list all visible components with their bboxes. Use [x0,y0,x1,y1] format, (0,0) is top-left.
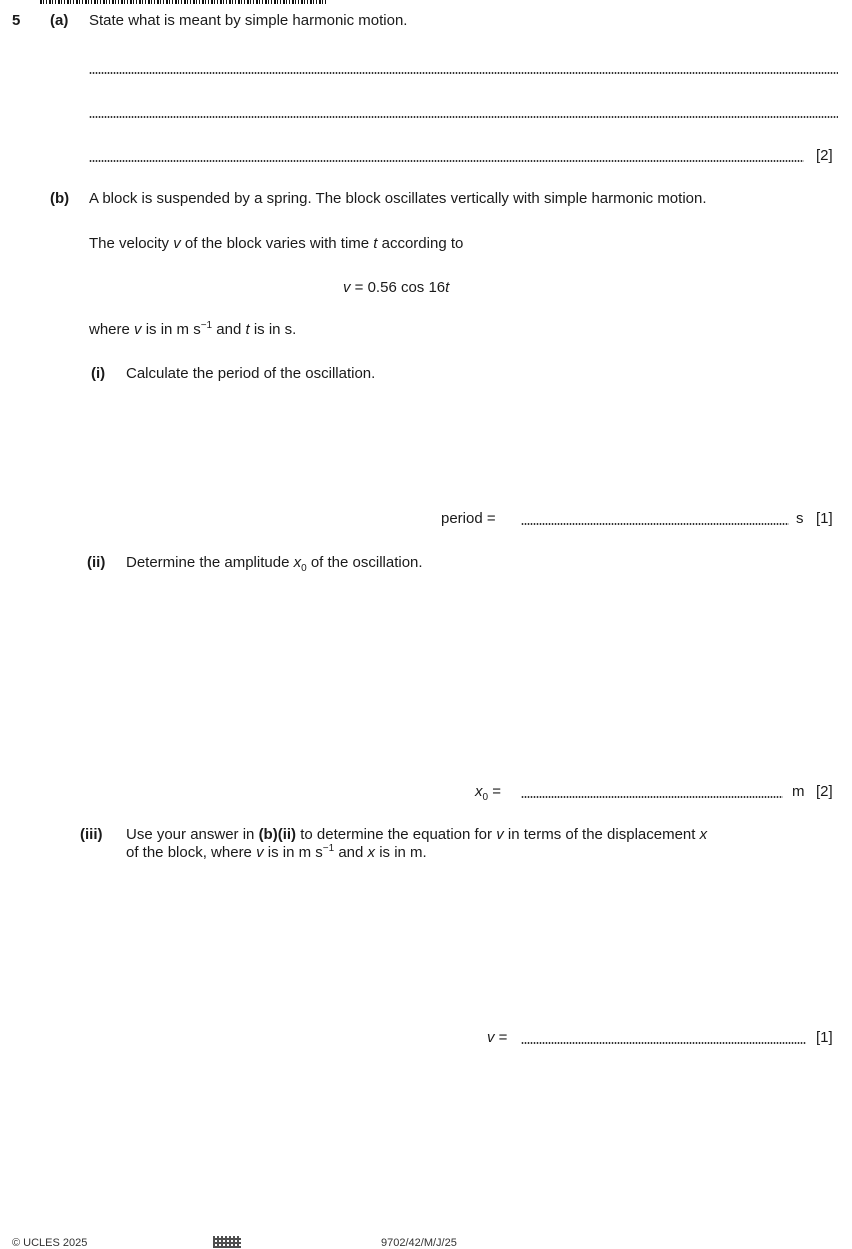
sub-i-prompt: Calculate the period of the oscillation. [126,365,376,382]
sub-iii-line1: Use your answer in (b)(ii) to determine the equation for v in terms of the displacement x [126,826,708,843]
part-a-marks: [2] [816,147,833,164]
answer-line-a3[interactable] [89,160,804,162]
velocity-answer-line[interactable] [521,1042,806,1044]
amplitude-unit: m [792,783,805,800]
sub-ii-marks: [2] [816,783,833,800]
part-b-label: (b) [50,190,70,207]
units-statement: where v is in m $s^{-1}$ and t is in s. [89,320,297,338]
sub-iii-marks: [1] [816,1029,833,1046]
part-a-label: (a) [50,12,69,29]
barcode [40,0,328,4]
part-b-intro: A block is suspended by a spring. The block oscillates vertically with simple harmonic motion. [89,190,707,207]
qr-code [213,1236,241,1248]
velocity-equation: v = 0.56 cos 16t [343,279,450,296]
sub-i-marks: [1] [816,510,833,527]
sub-ii-label: (ii) [87,554,106,571]
paper-code: 9702/42/M/J/25 [381,1237,457,1249]
part-a-prompt: State what is meant by simple harmonic motion. [89,12,408,29]
velocity-description: The velocity v of the block varies with time t according to [89,235,464,252]
period-answer-line[interactable] [521,523,789,525]
answer-line-a1[interactable] [89,72,838,74]
period-unit: s [796,510,804,527]
amplitude-answer-label: $x_0$ = [475,783,501,803]
copyright: © UCLES 2025 [12,1237,88,1249]
velocity-answer-label: v = [487,1029,508,1046]
sub-i-label: (i) [91,365,106,382]
sub-iii-label: (iii) [80,826,103,843]
sub-ii-prompt: Determine the amplitude $x_0$ of the oscillation. [126,554,423,574]
sub-iii-line2: of the block, where v is in m $s^{-1}$ and x is in m. [126,843,427,861]
period-answer-label: period = [441,510,496,527]
amplitude-answer-line[interactable] [521,796,783,798]
question-number: 5 [12,12,21,29]
answer-line-a2[interactable] [89,116,838,118]
